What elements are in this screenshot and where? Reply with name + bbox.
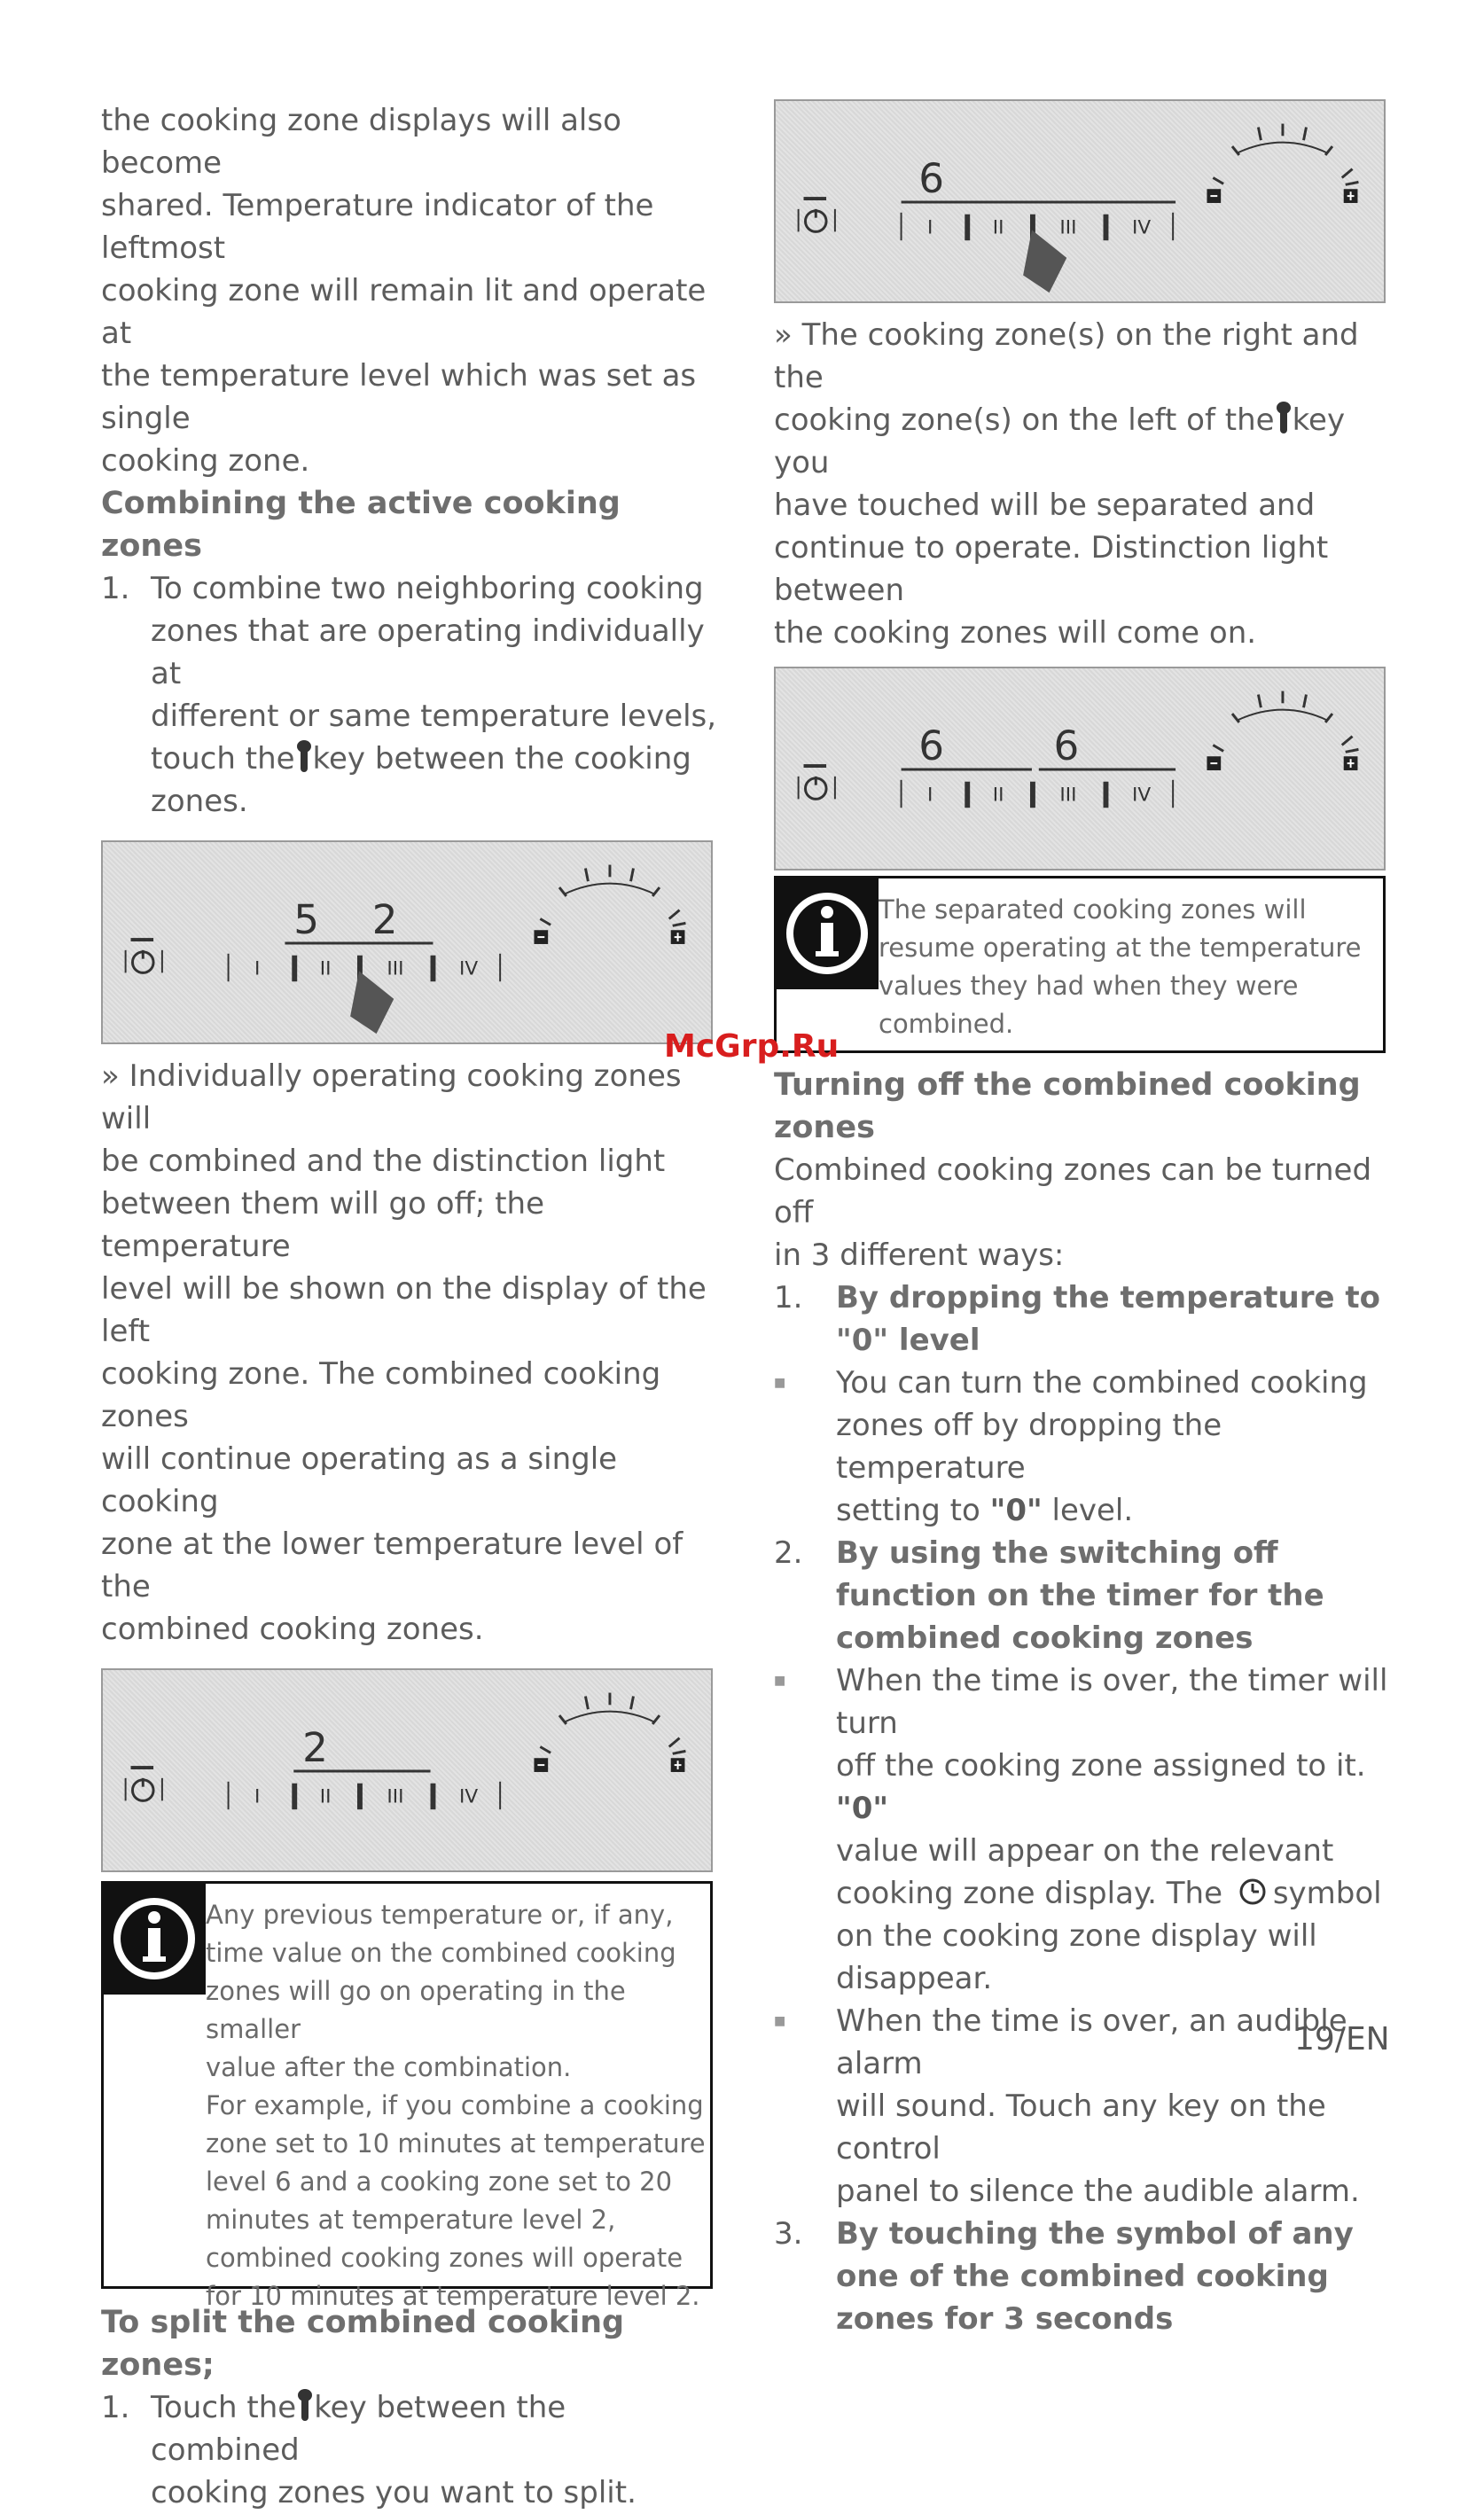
text-line: Any previous temperature or, if any,: [206, 1900, 674, 1930]
step-number: 1.: [101, 2390, 130, 2425]
text-line: zones: [774, 1110, 875, 1145]
display-digit: 6: [918, 722, 944, 770]
text-line: zone at the lower temperature level of the: [101, 1526, 683, 1604]
text-line: value after the combination.: [206, 2052, 572, 2082]
text-line: shared. Temperature indicator of the leftmost: [101, 188, 654, 266]
combine-heading: Combining the active cooking zones: [101, 486, 621, 564]
text-line: the temperature level which was set as single: [101, 358, 697, 436]
bullet-icon: ■: [774, 2014, 786, 2028]
text-line: level 6 and a cooking zone set to 20: [206, 2167, 673, 2197]
info-icon: [104, 1884, 206, 1995]
text-line: The separated cooking zones will: [879, 894, 1307, 925]
info-box-combined: [101, 1881, 713, 2311]
zone-label: III: [387, 1785, 404, 1808]
separate-paragraph: [774, 314, 1394, 654]
text-line: on the cooking zone display will: [836, 1918, 1317, 1954]
text-line: disappear.: [836, 1961, 993, 1996]
text-line: zones will go on operating in the smaller: [206, 1976, 626, 2044]
bullet-icon: ■: [774, 1674, 786, 1688]
display-digit: 2: [371, 896, 398, 944]
text-line: zones off by dropping the temperature: [836, 1408, 1222, 1486]
text-line: have touched will be separated and: [774, 488, 1316, 523]
info-icon: [777, 878, 879, 989]
method-3-title: [774, 2213, 1394, 2340]
panel-graphic: [776, 668, 1384, 869]
step-number: 3.: [774, 2216, 803, 2252]
watermark: McGrp.Ru: [664, 1028, 840, 1065]
text-line: the cooking zones will come on.: [774, 615, 1257, 651]
zone-label: I: [254, 957, 261, 980]
text-line: combined.: [879, 1009, 1014, 1039]
split-key-icon: [1280, 403, 1287, 433]
display-digit: 6: [918, 155, 944, 203]
text-line: Turning off the combined cooking: [774, 1067, 1361, 1103]
text-line: You can turn the combined cooking: [836, 1365, 1368, 1401]
text-line: values they had when they were: [879, 971, 1299, 1001]
text-line: be combined and the distinction light: [101, 1144, 666, 1179]
text-line: Combined cooking zones can be turned off: [774, 1152, 1372, 1230]
zone-label: II: [992, 784, 1004, 807]
timer-clock-icon: [1238, 1877, 1268, 1907]
zone-label: III: [1059, 784, 1077, 807]
zone-label: III: [1059, 216, 1077, 239]
text-line: the cooking zone displays will also become: [101, 103, 621, 181]
text-line: When the time is over, an audible alarm: [836, 2003, 1347, 2081]
zone-label: II: [319, 1785, 332, 1808]
combine-key-icon: [301, 742, 308, 772]
text-line: cooking zone.: [101, 443, 310, 479]
text-line: By dropping the temperature to: [836, 1280, 1381, 1316]
off-heading: [774, 1064, 1394, 1149]
finger-pointer: [350, 971, 394, 1034]
text-line: » The cooking zone(s) on the right and the: [774, 317, 1359, 395]
text-line: one of the combined cooking: [836, 2259, 1329, 2294]
text-line: minutes at temperature level 2,: [206, 2205, 616, 2235]
intro-paragraph: [101, 99, 722, 482]
text-line: function on the timer for the: [836, 1578, 1324, 1613]
text-line: "0" level: [836, 1323, 980, 1358]
zone-label: II: [992, 216, 1004, 239]
control-panel-separated: [774, 667, 1386, 871]
zone-label: IV: [458, 1785, 479, 1808]
text-line: cooking zone display. The symbol: [836, 1876, 1382, 1911]
text-line: zones for 3 seconds: [836, 2301, 1174, 2337]
finger-pointer: [1023, 230, 1066, 293]
text-line: level will be shown on the display of the left: [101, 1271, 707, 1349]
split-heading: To split the combined cooking zones;: [101, 2305, 625, 2383]
text-line: touch the key between the cooking: [151, 741, 691, 777]
split-step: [101, 2386, 722, 2514]
text-line: will continue operating as a single cooking: [101, 1441, 618, 1519]
split-key-icon: [301, 2391, 309, 2421]
text-line: cooking zones you want to split.: [151, 2475, 637, 2510]
text-line: for 10 minutes at temperature level 2.: [206, 2281, 700, 2311]
panel-graphic: [103, 1670, 711, 1870]
method-1-bullet: [774, 1362, 1394, 1532]
zone-label: I: [927, 784, 933, 807]
text-line: combined cooking zones: [836, 1620, 1254, 1656]
step-number: 1.: [101, 571, 130, 606]
method-2-bullet-1: [774, 1659, 1394, 2000]
text-line: cooking zone(s) on the left of the key you: [774, 402, 1346, 480]
zone-label: IV: [1131, 216, 1152, 239]
info-box-separated: [774, 876, 1386, 1053]
text-line: resume operating at the temperature: [879, 933, 1362, 963]
step-number: 2.: [774, 1535, 803, 1571]
text-line: time value on the combined cooking: [206, 1938, 676, 1968]
zone-label: III: [387, 957, 404, 980]
text-line: cooking zone. The combined cooking zones: [101, 1356, 661, 1434]
text-line: cooking zone will remain lit and operate at: [101, 273, 707, 351]
text-line: will sound. Touch any key on the control: [836, 2088, 1326, 2167]
step-number: 1.: [774, 1280, 803, 1316]
bullet-icon: ■: [774, 1376, 786, 1390]
zone-label: IV: [1131, 784, 1152, 807]
text-line: For example, if you combine a cooking: [206, 2090, 704, 2120]
zone-label: I: [927, 216, 933, 239]
panel-graphic: [103, 842, 711, 1042]
control-panel-combine: [101, 840, 713, 1044]
text-line: between them will go off; the temperature: [101, 1186, 544, 1264]
text-line: By touching the symbol of any: [836, 2216, 1354, 2252]
panel-graphic: [776, 101, 1384, 301]
text-line: value will appear on the relevant: [836, 1833, 1334, 1869]
page-number: 19/EN: [1294, 2021, 1390, 2057]
control-panel-combined: [101, 1668, 713, 1872]
text-line: setting to "0" level.: [836, 1493, 1134, 1528]
text-line: combined cooking zones.: [101, 1612, 484, 1647]
text-line: zones that are operating individually at: [151, 613, 705, 691]
text-line: » Individually operating cooking zones will: [101, 1058, 682, 1136]
display-digit: 2: [302, 1724, 328, 1772]
text-line: To combine two neighboring cooking: [151, 571, 704, 606]
text-line: When the time is over, the timer will turn: [836, 1663, 1388, 1741]
display-digit: 6: [1053, 722, 1080, 770]
method-1-title: [774, 1277, 1394, 1362]
left-column: [101, 99, 722, 2514]
combine-result-paragraph: [101, 1055, 722, 1651]
zone-label: II: [319, 957, 332, 980]
text-line: off the cooking zone assigned to it. "0": [836, 1748, 1366, 1826]
off-intro: [774, 1149, 1394, 1277]
control-panel-split: [774, 99, 1386, 303]
zone-label: IV: [458, 957, 479, 980]
zone-label: I: [254, 1785, 261, 1808]
text-line: different or same temperature levels,: [151, 699, 717, 734]
text-line: zone set to 10 minutes at temperature: [206, 2128, 706, 2159]
text-line: Touch the key between the combined: [151, 2390, 566, 2468]
right-column: [774, 99, 1394, 2340]
text-line: in 3 different ways:: [774, 1237, 1065, 1273]
method-2-title: [774, 1532, 1394, 1659]
text-line: panel to silence the audible alarm.: [836, 2174, 1360, 2209]
display-digit: 5: [293, 896, 320, 944]
text-line: By using the switching off: [836, 1535, 1278, 1571]
text-line: continue to operate. Distinction light between: [774, 530, 1329, 608]
text-line: combined cooking zones will operate: [206, 2243, 683, 2273]
text-line: zones.: [151, 784, 248, 819]
combine-step: [101, 567, 722, 823]
